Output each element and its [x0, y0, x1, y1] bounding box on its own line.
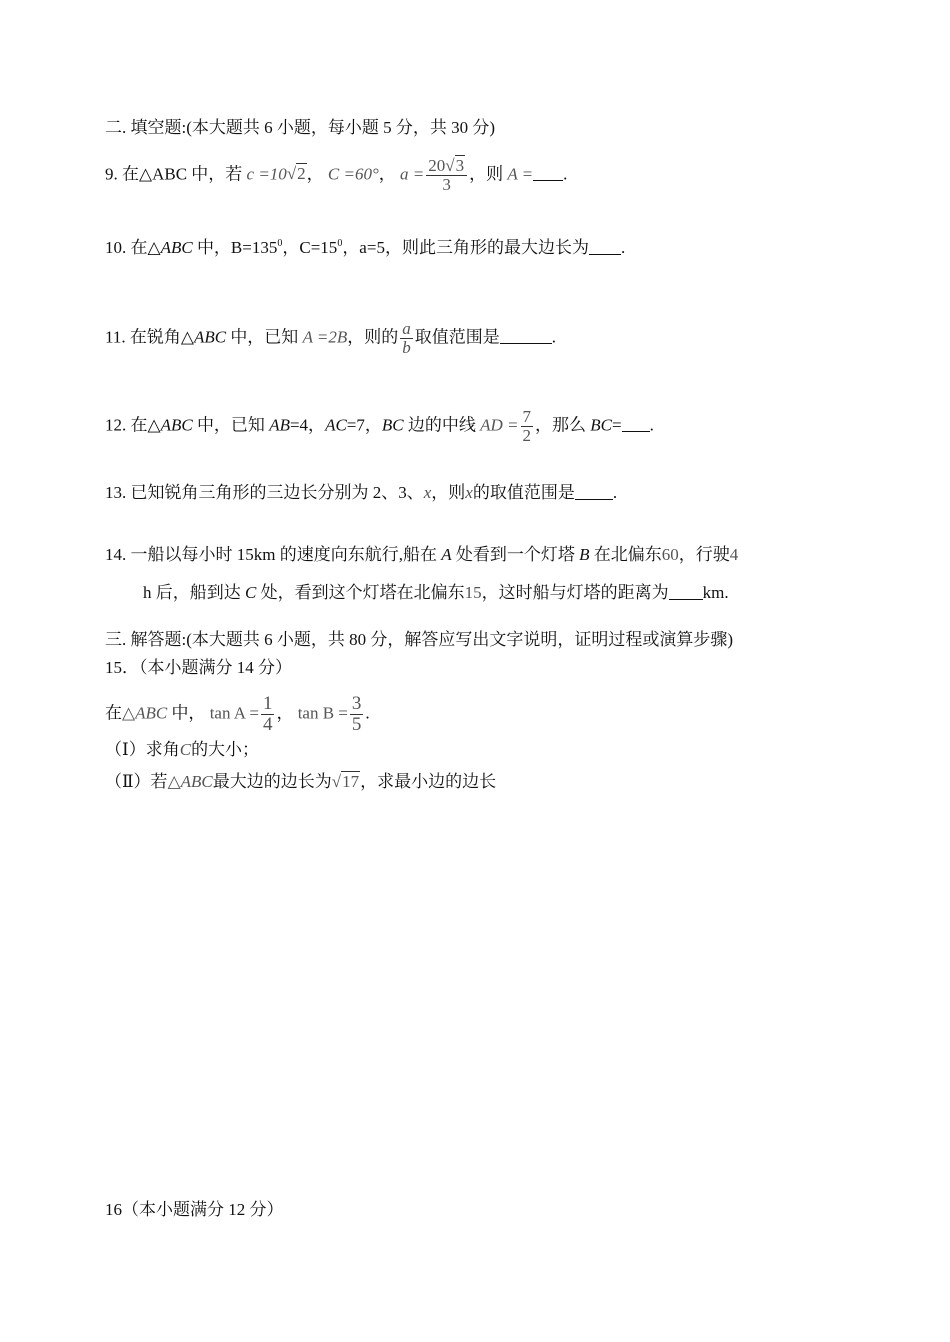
q15-b-den: 5: [351, 713, 362, 735]
section2-title: 二. 填空题:: [105, 118, 187, 137]
q12-num: 7: [522, 407, 532, 426]
q12-eq: =: [612, 415, 622, 435]
q13-tail: 的取值范围是: [472, 483, 575, 502]
section3-title: 三. 解答题:: [105, 630, 187, 649]
q14-mid2: 在北偏东: [589, 545, 662, 564]
q11-relation: A =2B: [302, 327, 348, 347]
q9-lead: 9. 在△ABC 中，若: [105, 164, 243, 184]
q12-den: 2: [522, 425, 532, 445]
q12-ab-val: =4，: [289, 415, 326, 435]
q11-mid2: ，则的: [347, 327, 399, 347]
q15-mid: 中，: [167, 703, 206, 723]
q11-mid: 中，已知: [226, 327, 299, 347]
q15-part1-tail: 的大小；: [191, 740, 260, 759]
q11-tail: 取值范围是: [414, 327, 500, 347]
q15-tanA: tan A =: [209, 703, 259, 723]
q10-answer-blank[interactable]: [589, 236, 621, 255]
q12-ab: AB: [269, 415, 290, 435]
q9-c-radicand: 2: [297, 164, 306, 184]
q10-mid: 中，B=135: [192, 238, 278, 257]
q9-angle-C-expr: C =60°: [327, 164, 379, 184]
q14-point-b: B: [579, 545, 590, 564]
q13-x2: x: [465, 483, 473, 502]
q12-bc2: BC: [590, 415, 612, 435]
q12-answer-blank[interactable]: [622, 413, 650, 432]
question-11: [105, 320, 556, 357]
question-12: [105, 408, 654, 445]
q13-end: .: [612, 483, 618, 502]
q10-lead: 10. 在△: [105, 238, 161, 257]
q15-part2-lead: （Ⅱ）若: [105, 772, 168, 791]
q14-unit: km.: [702, 583, 729, 602]
q9-A-expr: A =: [507, 164, 534, 184]
q15-sep: ，: [276, 703, 294, 723]
question-16-header: 16（本小题满分 12 分）: [105, 1200, 284, 1219]
q12-ac-val: =7，: [346, 415, 382, 435]
q9-c-sqrt: √2: [286, 164, 306, 184]
q9-c-expr: c =10: [246, 164, 287, 184]
section3-heading: [105, 628, 733, 652]
q12-end: .: [649, 415, 654, 435]
section2-note: (本大题共 6 小题，每小题 5 分，共 30 分): [186, 118, 496, 137]
section3-note: (本大题共 6 小题，共 80 分，解答应写出文字说明，证明过程或演算步骤): [186, 630, 734, 649]
q11-den: b: [402, 337, 411, 357]
q14-line2-mid: 处，看到这个灯塔在北偏东: [256, 583, 465, 602]
q14-mid: 处看到一个灯塔: [451, 545, 580, 564]
question-15-part2: [105, 770, 496, 794]
q15-a-fraction: [261, 694, 275, 735]
q9-a-num: 20: [428, 156, 446, 175]
q12-mid: 中，已知: [192, 415, 270, 435]
q15-tanB: tan B =: [297, 703, 348, 723]
q12-mid3: ，那么: [535, 415, 591, 435]
q15-b-fraction: [350, 694, 364, 735]
q14-angle2: 15: [464, 583, 482, 602]
q14-point-c: C: [245, 583, 257, 602]
q9-end: .: [563, 164, 568, 184]
q15-part2-triangle: △ABC: [167, 772, 213, 791]
q14-angle1: 60: [661, 545, 679, 564]
q10-tail: ，a=5，则此三角形的最大边长为: [342, 238, 589, 257]
question-14-line1: [105, 543, 738, 567]
question-15-given: [105, 694, 370, 735]
q15-a-num: 1: [262, 693, 273, 714]
q11-fraction: [400, 320, 413, 357]
question-14-line2: [143, 581, 729, 605]
q10-end: .: [620, 238, 626, 257]
q13-x1: x: [423, 483, 432, 502]
q11-lead: 11. 在锐角△: [105, 327, 194, 347]
q15-part2-mid: 最大边的边长为: [212, 772, 332, 791]
q14-lead: 14. 一船以每小时 15km 的速度向东航行,船在: [105, 545, 442, 564]
question-10: [105, 232, 625, 260]
q14-line2-tail: ，这时船与灯塔的距离为: [481, 583, 669, 602]
q12-fraction: [521, 408, 534, 445]
q9-a-radicand: 3: [455, 156, 465, 175]
q11-triangle: ABC: [193, 327, 227, 347]
q14-point-a: A: [441, 545, 452, 564]
q15-lead: 在: [105, 703, 122, 723]
q12-lead: 12. 在△: [105, 415, 161, 435]
q14-hours: 4: [729, 545, 739, 564]
q15-b-num: 3: [351, 693, 362, 714]
q10-sup1: 0: [277, 238, 283, 249]
q10-mid2: ，C=15: [282, 238, 338, 257]
q9-answer-blank[interactable]: [533, 162, 563, 181]
q15-part1-lead: （Ⅰ）求角: [105, 740, 180, 759]
q12-mid2: 边的中线: [403, 415, 476, 435]
question-9: 9. 在△ABC 中，若 c =10√2， C =60°， a = $\frac{20√3}{3}$ ，则 A = .: [105, 156, 568, 194]
question-15-part1: [105, 738, 259, 762]
q13-mid: ，则: [431, 483, 466, 502]
q11-num: a: [402, 319, 411, 338]
q12-ad: AD =: [480, 415, 519, 435]
q15-a-den: 4: [262, 713, 273, 735]
q15-end: .: [365, 703, 370, 723]
q12-bc: BC: [381, 415, 404, 435]
section2-heading: [105, 116, 495, 140]
q14-line2-lead: h 后，船到达: [143, 583, 245, 602]
q14-mid3: ，行驶: [678, 545, 730, 564]
q11-answer-blank[interactable]: [500, 325, 552, 344]
q14-answer-blank[interactable]: [669, 581, 703, 600]
q15-part2-sqrt: √17: [331, 772, 360, 791]
question-15-header: 15．（本小题满分 14 分）: [105, 658, 292, 677]
q9-a-lhs: a =: [400, 164, 425, 184]
q10-triangle: ABC: [160, 238, 193, 257]
q15-part2-tail: ，求最小边的边长: [360, 772, 497, 791]
q9-then: ，则: [469, 164, 504, 184]
q13-lead: 13. 已知锐角三角形的三边长分别为 2、3、: [105, 483, 424, 502]
q9-a-fraction: $\frac{20√3}{3}$: [426, 157, 467, 194]
q9-a-den: 3: [442, 174, 451, 194]
q15-triangle: △ABC: [122, 703, 168, 723]
q12-ac: AC: [325, 415, 347, 435]
question-13: [105, 481, 617, 505]
q15-part1-var: C: [179, 740, 192, 759]
q10-sup2: 0: [337, 238, 343, 249]
q15-part2-radicand: 17: [342, 772, 360, 791]
q13-answer-blank[interactable]: [575, 481, 613, 500]
q12-triangle: ABC: [160, 415, 193, 435]
q11-end: .: [551, 327, 556, 347]
